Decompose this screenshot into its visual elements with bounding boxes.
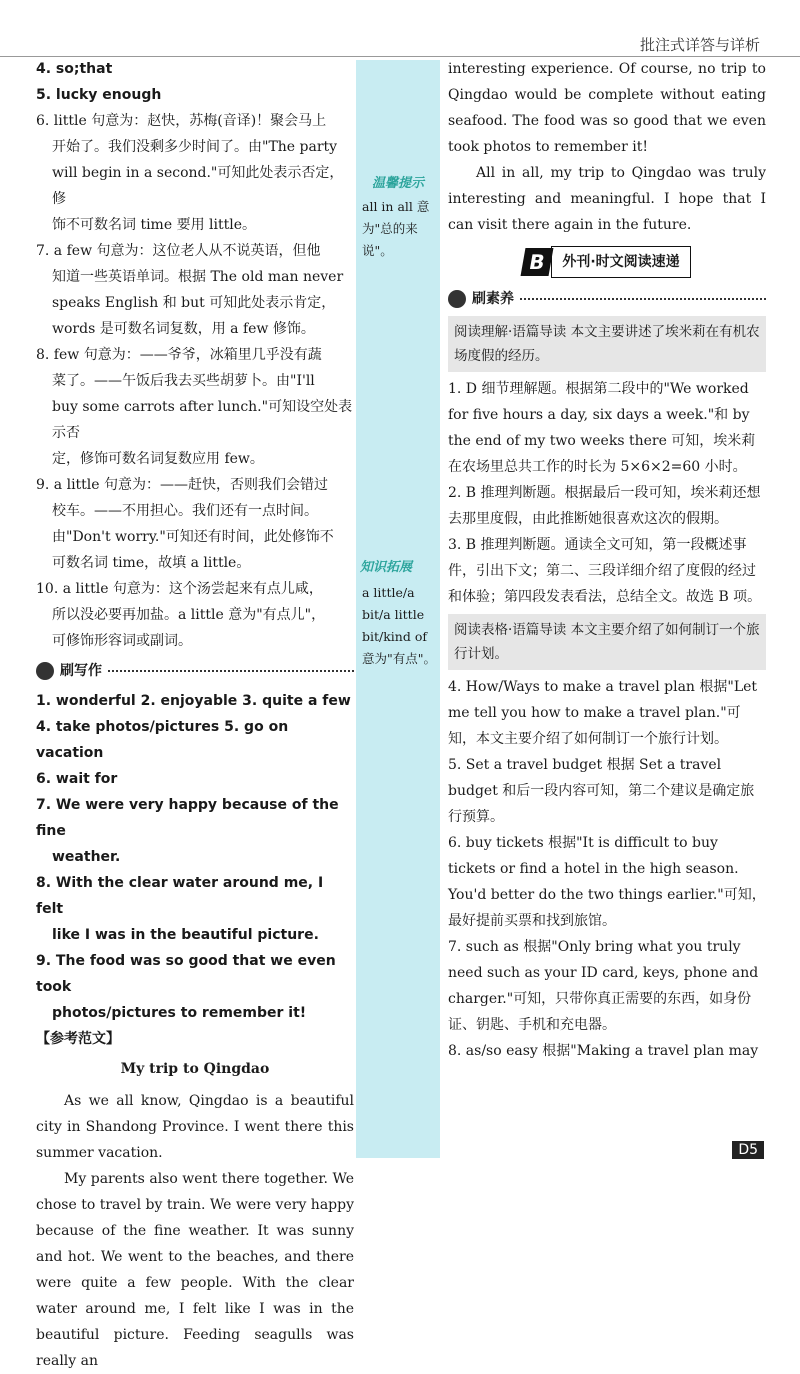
banner-letter: B (521, 248, 554, 276)
sample-essay-label: 【参考范文】 (36, 1031, 120, 1047)
writing-answer-1-3: 1. wonderful 2. enjoyable 3. quite a few (36, 693, 351, 709)
right-column (448, 56, 766, 1064)
essay-title: My trip to Qingdao (120, 1061, 270, 1077)
essay-paragraph-3: interesting experience. Of course, no trip to Qingdao would be complete without eating seafood. The food was so good that we even took photos to remember it! (448, 61, 766, 155)
answer-5: 5. lucky enough (36, 87, 162, 103)
reading-answer-3: 3. B 推理判断题。通读全文可知，第一段概述事件，引出下文；第二、三段详细介绍了度假的经过和体验；第四段发表看法，总结全文。故选 B 项。 (448, 537, 762, 605)
reading-answer-1: 1. D 细节理解题。根据第二段中的"We worked for five hours a day, six days a week."和 by the end of my two weeks there 可知，埃米莉在农场里总共工作的时长为 5×6×2=60 小时。 (448, 381, 756, 475)
section-reading-heading: 刷素养 (448, 286, 766, 312)
margin-extension-text: a little/a bit/a little bit/kind of 意为"有点"。 (362, 585, 436, 666)
running-header: 批注式详答与详析 (639, 36, 760, 54)
answer-10: 10. a little 句意为：这个汤尝起来有点儿咸， 所以没必要再加盐。a little 意为"有点儿"， 可修饰形容词或副词。 (36, 581, 326, 649)
margin-extension-label: 知识拓展 (360, 560, 413, 575)
writing-answer-9: 9. The food was so good that we even took photos/pictures to remember it! (36, 953, 336, 1021)
essay-paragraph-2: My parents also went there together. We chose to travel by train. We were very happy because of the fine weather. It was sunny and hot. We went to the beaches, and there were quite a few people. With the clear water around me, I felt like I was in the beautiful picture. Feeding seagulls was really an (36, 1171, 355, 1369)
essay-paragraph-4: All in all, my trip to Qingdao was truly interesting and meaningful. I hope that I can visit there again in the future. (448, 165, 766, 233)
left-column (36, 56, 354, 1374)
reading-answer-4: 4. How/Ways to make a travel plan 根据"Let me tell you how to make a travel plan."可知，本文主要介绍了如何制订一个旅行计划。 (448, 679, 758, 747)
writing-answer-7: 7. We were very happy because of the fine weather. (36, 797, 339, 865)
margin-tip-label: 温馨提示 (372, 176, 425, 191)
reading-answer-5: 5. Set a travel budget 根据 Set a travel budget 和后一段内容可知，第二个建议是确定旅行预算。 (448, 757, 755, 825)
reading-answer-2: 2. B 推理判断题。根据最后一段可知，埃米莉还想去那里度假，由此推断她很喜欢这次的假期。 (448, 485, 761, 527)
reading-guide-1: 阅读理解·语篇导读 本文主要讲述了埃米莉在有机农场度假的经历。 (448, 316, 766, 372)
answer-4: 4. so;that (36, 61, 113, 77)
pencil-badge-icon (448, 290, 466, 308)
pencil-badge-icon (36, 662, 54, 680)
banner-title: 外刊·时文阅读速递 (551, 246, 690, 278)
reading-answer-6: 6. buy tickets 根据"It is difficult to buy tickets or find a hotel in the high season. You'd better do the two things earlier."可知，最好提前买票和找到旅馆。 (448, 835, 766, 929)
answer-8: 8. few 句意为：——爷爷，冰箱里几乎没有蔬 菜了。——午饭后我去买些胡萝卜。由"I'll buy some carrots after lunch."可知设空处表示否 定，修饰可数名词复数应用 few。 (36, 347, 353, 467)
writing-answer-8: 8. With the clear water around me, I felt like I was in the beautiful picture. (36, 875, 324, 943)
margin-tip-text: all in all 意为"总的来说"。 (362, 199, 430, 258)
reading-answer-7: 7. such as 根据"Only bring what you truly need such as your ID card, keys, phone and charger."可知，只带你真正需要的东西，如身份证、钥匙、手机和充电器。 (448, 939, 759, 1033)
page-number: D5 (732, 1141, 764, 1159)
writing-answer-4-5: 4. take photos/pictures 5. go on vacation (36, 719, 289, 761)
reading-answer-8: 8. as/so easy 根据"Making a travel plan may (448, 1043, 759, 1059)
answer-7: 7. a few 句意为：这位老人从不说英语，但他 知道一些英语单词。根据 The old man never speaks English 和 but 可知此处表示肯定， words 是可数名词复数，用 a few 修饰。 (36, 243, 344, 337)
answer-6: 6. little 句意为：赵快，苏梅(音译)！聚会马上 开始了。我们没剩多少时间了。由"The party will begin in a second."可知此处表示否定，修 饰不可数名词 time 要用 little。 (36, 113, 344, 233)
section-banner (448, 246, 766, 278)
answer-9: 9. a little 句意为：——赶快，否则我们会错过 校车。——不用担心。我们还有一点时间。 由"Don't worry."可知还有时间，此处修饰不 可数名词 time，故填 a little。 (36, 477, 334, 571)
writing-answer-6: 6. wait for (36, 771, 118, 787)
reading-guide-2: 阅读表格·语篇导读 本文主要介绍了如何制订一个旅行计划。 (448, 614, 766, 670)
section-writing-heading: 刷写作 (36, 658, 354, 684)
essay-paragraph-1: As we all know, Qingdao is a beautiful city in Shandong Province. I went there this summer vacation. (36, 1093, 354, 1161)
